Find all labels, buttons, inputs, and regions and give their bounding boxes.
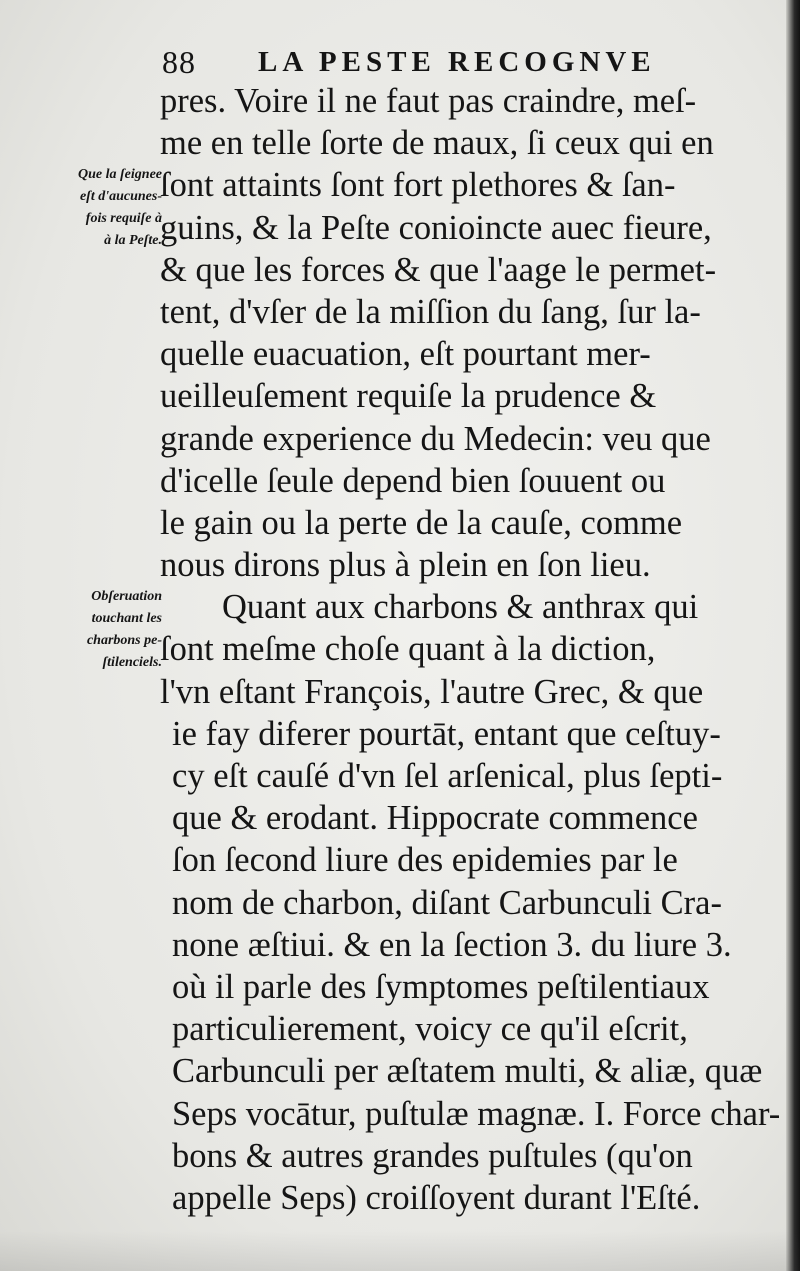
text-line: ſont attaints ſont fort plethores & ſan- [160,166,676,205]
text-line: none æſtiui. & en la ſection 3. du liure 3. [172,925,732,964]
margin-note-charbons [22,586,162,674]
text-line: quelle euacuation, eſt pourtant mer- [160,335,651,374]
text-line: cy eſt cauſé d'vn ſel arſenical, plus ſepti- [172,757,723,795]
text-line: où il parle des ſymptomes peſtilentiaux [172,967,710,1006]
text-line: bons & autres grandes puſtules (qu'on [172,1136,693,1175]
body-text [160,80,781,1219]
text-line: ueilleuſement requiſe la prudence & [160,377,657,416]
bottom-shadow [0,1231,800,1271]
page-header [162,40,742,84]
text-line: particulierement, voicy ce qu'il eſcrit, [172,1010,688,1049]
margin-note-line: eſt d'aucunes- [79,189,162,204]
text-line: Carbunculi per æſtatem multi, & aliæ, quæ [172,1052,763,1091]
paragraph-start-line: Quant aux charbons & anthrax qui [222,588,699,627]
text-line: ſont meſme choſe quant à la diction, [160,630,656,669]
margin-note-line: touchant les [91,611,162,626]
margin-note-seignee [22,164,162,252]
text-line: grande experience du Medecin: veu que [160,419,711,458]
text-line: le gain ou la perte de la cauſe, comme [160,503,683,542]
margin-note-line: charbons pe- [86,633,162,648]
text-line: me en telle ſorte de maux, ſi ceux qui en [160,124,714,163]
text-line: tent, d'vſer de la miſſion du ſang, ſur la- [160,292,701,331]
margin-note-line: ſtilenciels. [102,655,162,670]
page-edge-shadow [786,0,800,1271]
text-line: l'vn eſtant François, l'autre Grec, & que [160,672,704,711]
margin-note-line: fois requiſe à [85,211,162,226]
margin-note-line: Que la ſeignee [78,167,162,182]
text-line: nous dirons plus à plein en ſon lieu. [160,546,651,585]
text-line: que & erodant. Hippocrate commence [172,799,698,838]
running-title: LA PESTE RECOGNVE [258,46,656,78]
text-line: guins, & la Peſte conioincte auec fieure, [160,208,712,247]
text-line: Seps vocātur, puſtulæ magnæ. I. Force char- [172,1094,781,1133]
page-number: 88 [162,44,196,80]
text-line: nom de charbon, diſant Carbunculi Cra- [172,883,722,922]
text-line: pres. Voire il ne faut pas craindre, meſ- [160,82,697,120]
text-line: & que les forces & que l'aage le permet- [160,250,717,289]
margin-note-line: à la Peſte. [104,233,162,248]
text-line: d'icelle ſeule depend bien ſouuent ou [160,461,666,500]
margin-note-line: Obſeruation [91,589,162,604]
text-line: ie fay diferer pourtāt, entant que ceſtuy- [172,714,721,753]
text-line: appelle Seps) croiſſoyent durant l'Eſté. [172,1178,701,1217]
text-line: ſon ſecond liure des epidemies par le [172,841,678,880]
